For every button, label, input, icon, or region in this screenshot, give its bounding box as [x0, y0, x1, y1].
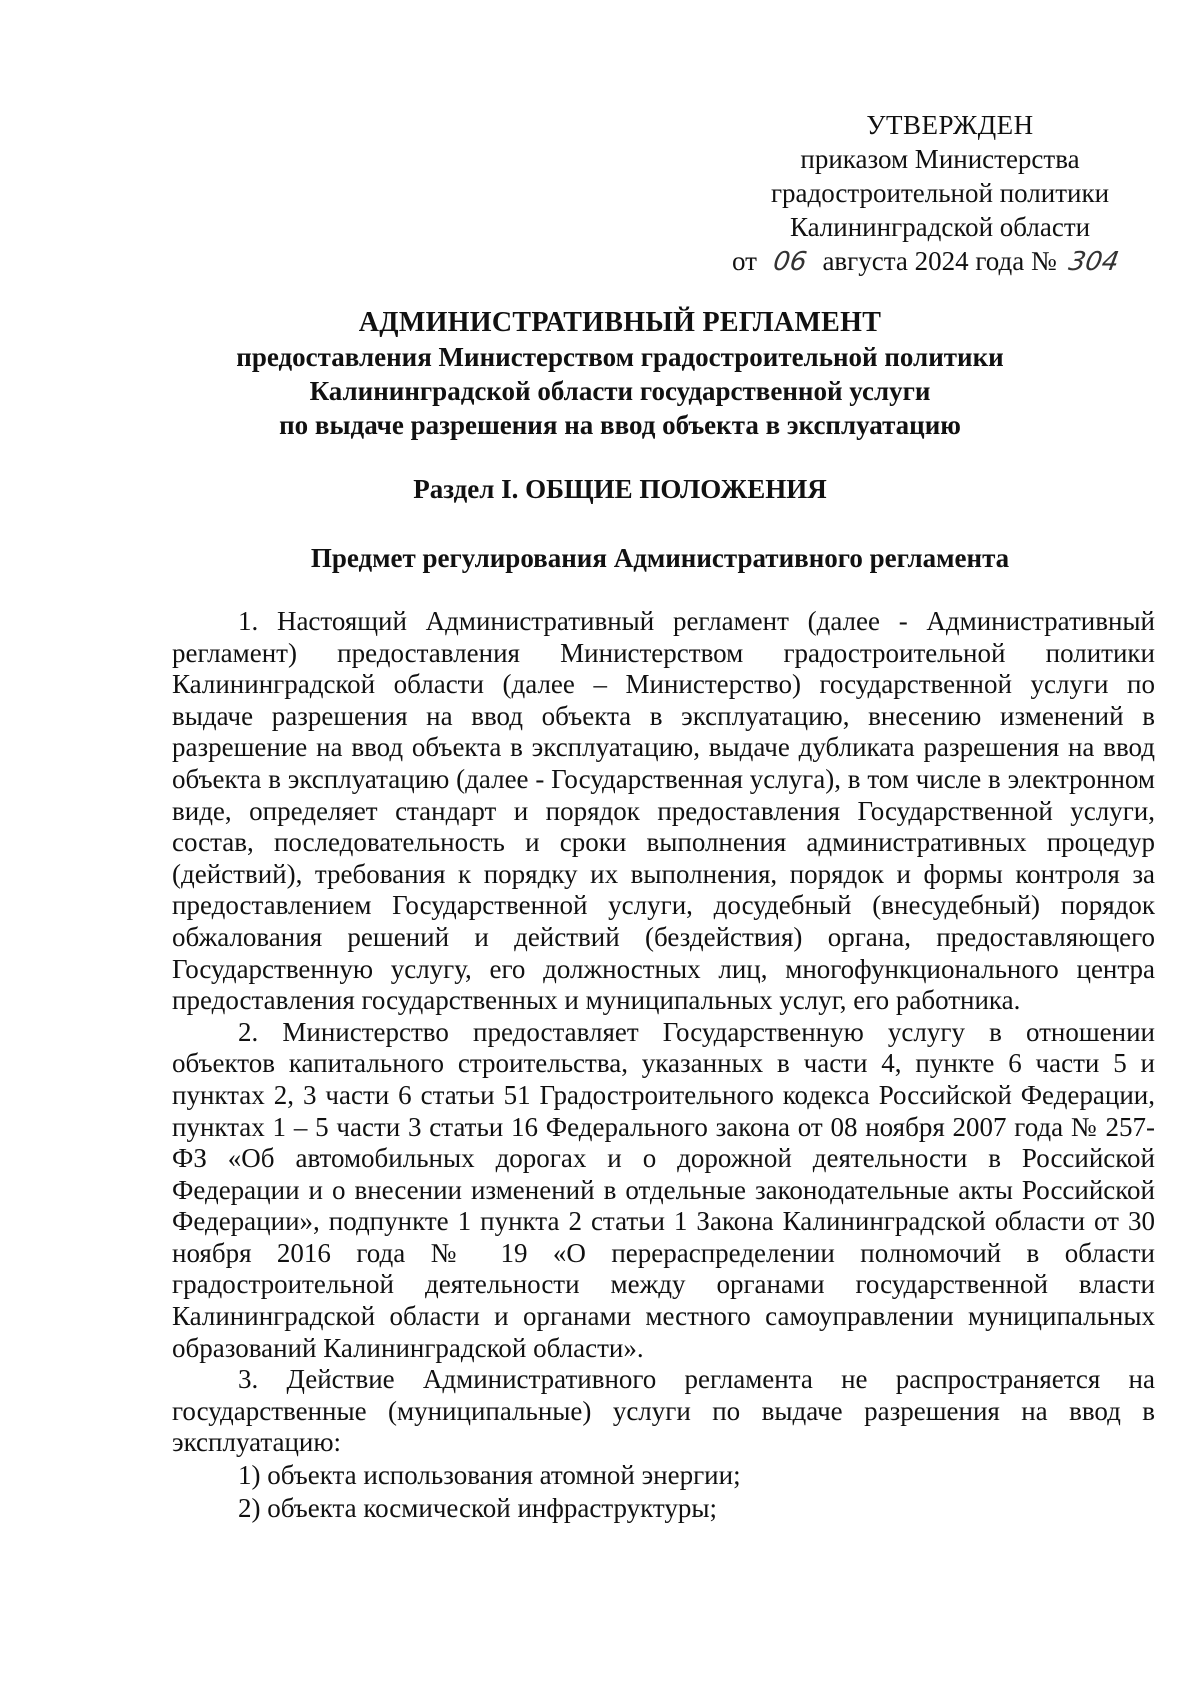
document-subtitle-line: по выдаче разрешения на ввод объекта в эксплуатацию [279, 410, 961, 440]
section-heading: Раздел I. ОБЩИЕ ПОЛОЖЕНИЯ [413, 474, 827, 504]
approval-stamp [732, 108, 1140, 279]
list-item: 2) объекта космической инфраструктуры; [238, 1493, 717, 1524]
paragraph: 2. Министерство предоставляет Государственную услугу в отношении объектов капитального строительства, указанных в части 4, пункте 6 части 5 и пунктах 2, 3 части 6 статьи 51 Градостроительного кодекса Российской Федерации, пунктах 1 – 5 части 3 статьи 16 Федерального закона от 08 ноября 2007 года № 257-ФЗ «Об автомобильных дорогах и о дорожной деятельности в Российской Федерации и о внесении изменений в отдельные законодательные акты Российской Федерации», подпункте 1 пункта 2 статьи 1 Закона Калининградской области от 30 ноября 2016 года № 19 «О перераспределении полномочий в области градостроительной деятельности между органами государственной власти Калининградской области и органами местного самоуправлении муниципальных образований Калининградской области». [172, 1016, 1155, 1363]
handwritten-day: 06 [771, 247, 809, 277]
approval-line: Калининградской области [789, 212, 1091, 242]
approval-date [732, 244, 1140, 279]
document-title: АДМИНИСТРАТИВНЫЙ РЕГЛАМЕНТ [358, 307, 882, 338]
document-title-block [120, 306, 1120, 442]
body-text [172, 606, 1155, 1525]
date-rest: августа 2024 года № [822, 246, 1057, 276]
document-subtitle-line: Калининградской области государственной услуги [309, 376, 931, 406]
handwritten-order-number: 304 [1066, 247, 1122, 277]
approval-line: градостроительной политики [770, 178, 1110, 208]
list-item: 1) объекта использования атомной энергии; [238, 1460, 741, 1491]
paragraph: 3. Действие Административного регламента не распространяется на государственные (муниципальные) услуги по выдаче разрешения на ввод в эксплуатацию: [172, 1364, 1155, 1458]
subject-heading: Предмет регулирования Административного регламента [310, 543, 1010, 573]
document-subtitle-line: предоставления Министерством градостроительной политики [236, 342, 1004, 372]
approval-title: УТВЕРЖДЕН [866, 110, 1034, 140]
date-prefix: от [732, 246, 757, 276]
paragraph: 1. Настоящий Административный регламент (далее - Административный регламент) предоставления Министерством градостроительной политики Калининградской области (далее – Министерство) государственной услуги по выдаче разрешения на ввод объекта в эксплуатацию, внесению изменений в разрешение на ввод объекта в эксплуатацию, выдаче дубликата разрешения на ввод объекта в эксплуатацию (далее - Государственная услуга), в том числе в электронном виде, определяет стандарт и порядок предоставления Государственной услуги, состав, последовательность и сроки выполнения административных процедур (действий), требования к порядку их выполнения, порядок и формы контроля за предоставлением Государственной услуги, досудебный (внесудебный) порядок обжалования решений и действий (бездействия) органа, предоставляющего Государственную услугу, его должностных лиц, многофункционального центра предоставления государственных и муниципальных услуг, его работника. [172, 606, 1155, 1016]
approval-line: приказом Министерства [800, 144, 1080, 174]
